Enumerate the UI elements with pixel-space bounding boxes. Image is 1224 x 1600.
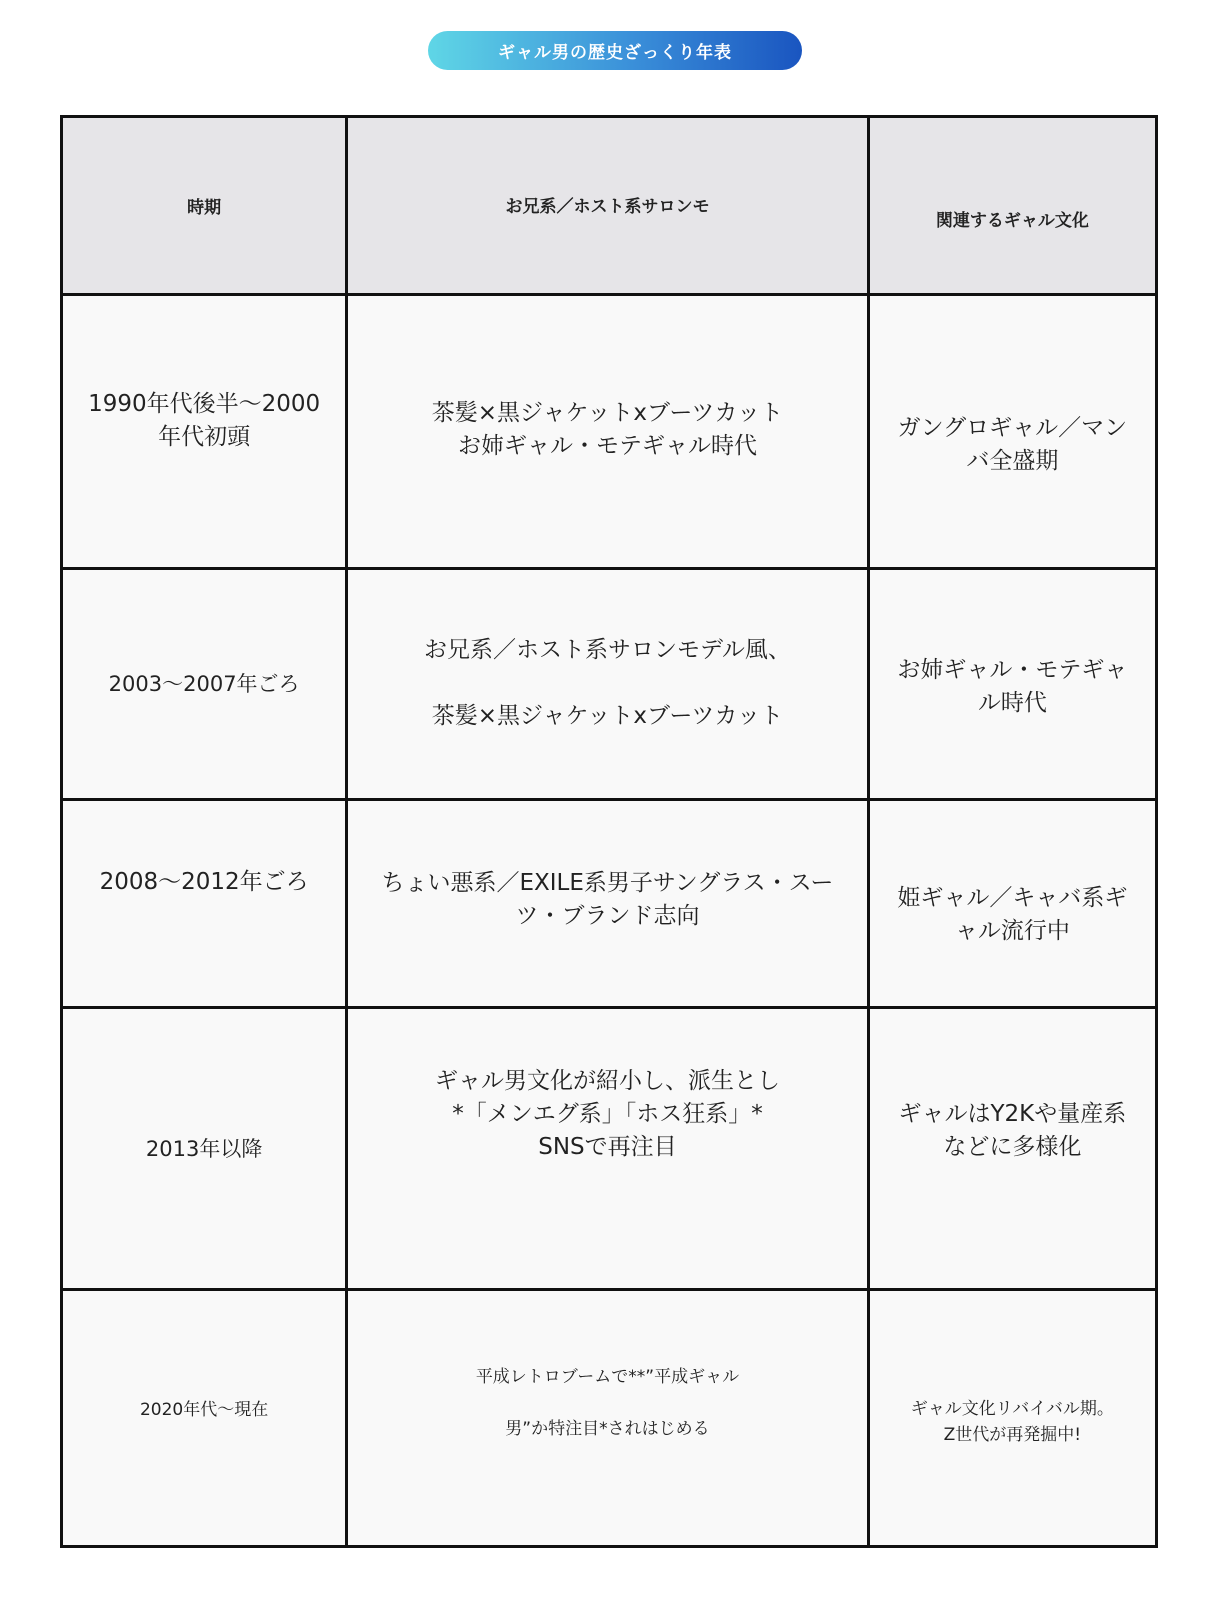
fashion-line: ちょい悪系／EXILE系男子サングラス・スー	[381, 869, 834, 896]
related-line: ル時代	[977, 690, 1047, 716]
fashion-cell	[347, 569, 868, 800]
period-cell	[62, 1290, 347, 1547]
fashion-cell	[347, 1008, 868, 1290]
table-row	[62, 569, 1157, 800]
table-row	[62, 1008, 1157, 1290]
related-line: ギャルはY2Kや量産系	[898, 1100, 1127, 1127]
period-line: 1990年代後半〜2000	[88, 390, 321, 417]
fashion-cell	[347, 800, 868, 1008]
table-row	[62, 1290, 1157, 1547]
fashion-line: ギャル男文化が紹小し、派生とし	[434, 1068, 780, 1094]
fashion-line: 男”か特注目*されはじめる	[505, 1419, 710, 1439]
period-line: 2003〜2007年ごろ	[108, 672, 300, 696]
related-line: お姉ギャル・モテギャ	[897, 657, 1128, 683]
related-cell	[868, 569, 1156, 800]
table-row	[62, 295, 1157, 569]
header-related: 関連するギャル文化	[868, 117, 1156, 295]
related-cell	[868, 1290, 1156, 1547]
related-line: ギャル文化リバイバル期。	[910, 1399, 1114, 1419]
period-line: 2013年以降	[145, 1136, 263, 1161]
header-fashion: お兄系／ホスト系サロンモ	[347, 117, 868, 295]
fashion-line: 茶髪×黒ジャケットxブーツカット	[431, 399, 784, 426]
table-row	[62, 800, 1157, 1008]
fashion-line: 平成レトロブームで**”平成ギャル	[475, 1367, 740, 1387]
related-cell	[868, 295, 1156, 569]
table-header-row	[62, 117, 1157, 295]
fashion-cell	[347, 1290, 868, 1547]
related-line: バ全盛期	[966, 447, 1059, 474]
history-table	[60, 115, 1158, 1548]
related-line: などに多様化	[943, 1133, 1082, 1160]
fashion-line: SNSで再注目	[538, 1134, 677, 1160]
related-line: Z世代が再発掘中!	[943, 1425, 1082, 1445]
period-line: 年代初頭	[158, 423, 251, 450]
period-line: 2008〜2012年ごろ	[99, 869, 309, 895]
period-cell	[62, 1008, 347, 1290]
period-cell	[62, 569, 347, 800]
related-cell	[868, 800, 1156, 1008]
related-cell	[868, 1008, 1156, 1290]
header-period: 時期	[62, 117, 347, 295]
fashion-line: ツ・ブランド志向	[515, 902, 700, 929]
period-cell	[62, 295, 347, 569]
fashion-line: *「メンエグ系」「ホス狂系」*	[452, 1101, 763, 1127]
related-line: ガングロギャル／マン	[897, 414, 1128, 441]
fashion-line: お兄系／ホスト系サロンモデル風、	[424, 636, 791, 663]
fashion-line: お姉ギャル・モテギャル時代	[457, 432, 757, 459]
fashion-line: 茶髪×黒ジャケットxブーツカット	[431, 702, 784, 729]
period-cell	[62, 800, 347, 1008]
fashion-cell	[347, 295, 868, 569]
page-title: ギャル男の歴史ざっくり年表	[428, 31, 802, 70]
related-line: 姫ギャル／キャバ系ギ	[897, 884, 1128, 911]
related-line: ャル流行中	[954, 917, 1070, 944]
period-line: 2020年代〜現在	[139, 1400, 269, 1420]
